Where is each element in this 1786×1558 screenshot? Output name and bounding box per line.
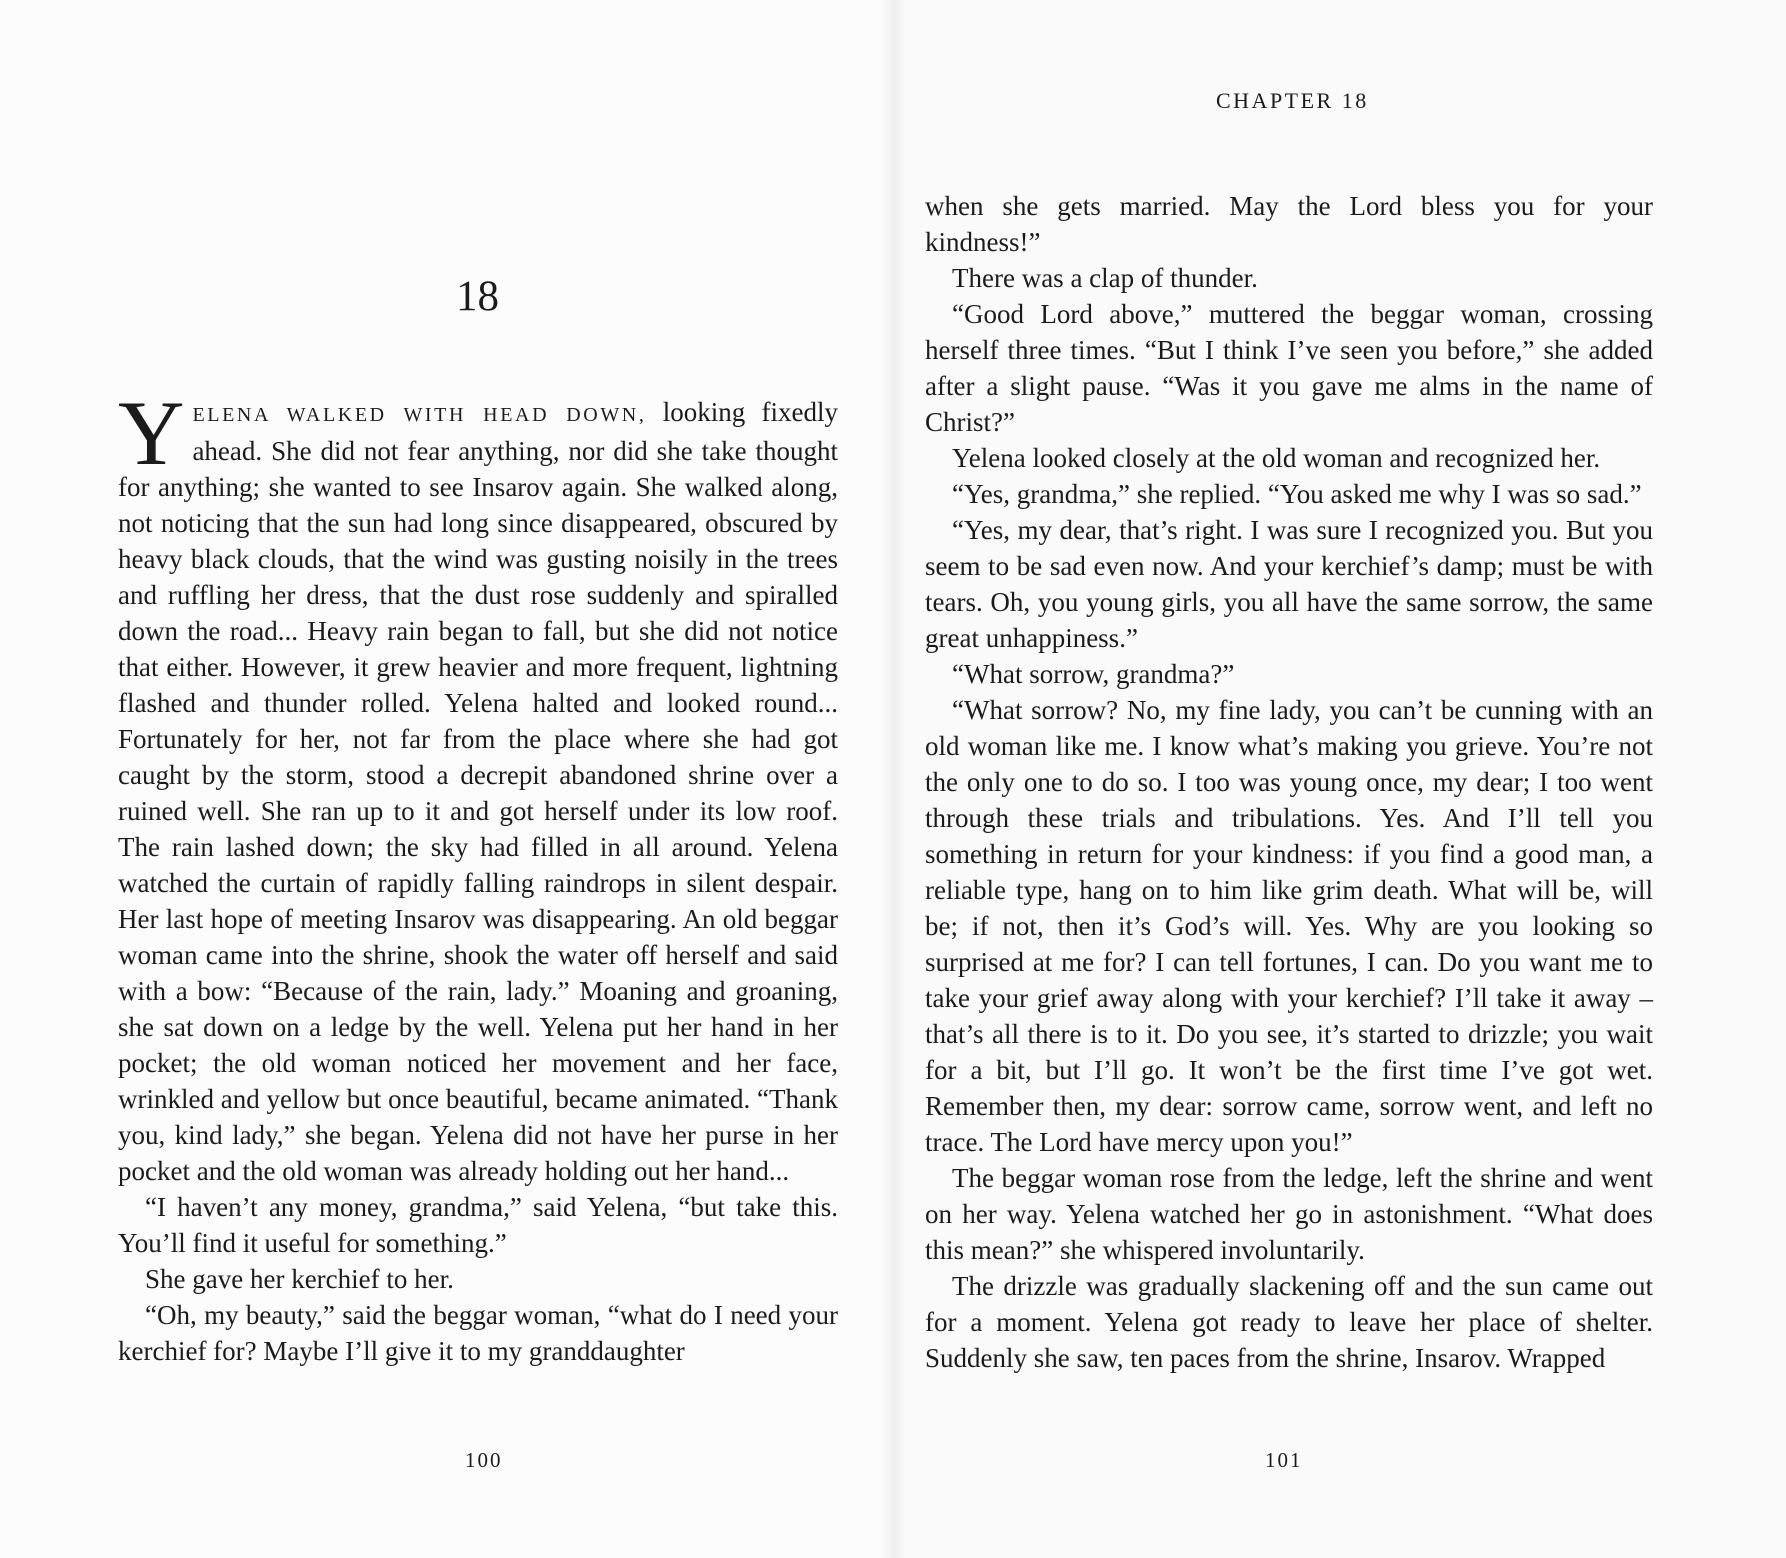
book-gutter [880,0,906,1558]
left-page-text [118,382,839,1369]
right-page [893,0,1786,1558]
paragraph: “What sorrow, grandma?” [952,659,1235,689]
opening-paragraph [118,382,839,1189]
chapter-number: 18 [456,273,499,320]
opening-text: looking fixedly ahead. She did not fear anything, nor did she take thought for anything; she wanted to see Insarov again. She walked along, not noticing that the sun had long since disappeared, obscured by heavy black clouds, that the wind was gusting noisily in the trees and ruffling her dress, that the dust rose suddenly and spiralled down the road... Heavy rain began to fall, but she did not notice that either. However, it grew heavier and more frequent, lightning flashed and thunder rolled. Yelena halted and looked round... Fortunately for her, not far from the place where she had got caught by the storm, stood a decrepit abandoned shrine over a ruined well. She ran up to it and got herself under its low roof. The rain lashed down; the sky had filled in all around. Yelena watched the curtain of rapidly falling raindrops in silent despair. Her last hope of meeting Insarov was disappearing. An old beggar woman came into the shrine, shook the water off herself and said with a bow: “Because of the rain, lady.” Moaning and groaning, she sat down on a ledge by the well. Yelena put her hand in her pocket; the old woman noticed her movement and her face, wrinkled and yellow but once beautiful, became animated. “Thank you, kind lady,” she began. Yelena did not have her purse in her pocket and the old woman was already holding out her hand... [118,397,839,1186]
paragraph: “Oh, my beauty,” said the beggar woman, “what do I need your kerchief for? Maybe I’ll give it to my granddaughter [118,1300,838,1366]
running-head: CHAPTER 18 [1216,88,1369,113]
right-page-text [925,188,1653,1376]
page-number: 101 [1265,1448,1303,1472]
opening-smallcaps: ELENA WALKED WITH HEAD DOWN, [192,404,647,426]
page-number: 100 [465,1448,503,1472]
paragraph: “Good Lord above,” muttered the beggar woman, crossing herself three times. “But I think I’ve seen you before,” she added after a slight pause. “Was it you gave me alms in the name of Christ?” [925,299,1653,437]
paragraph: “What sorrow? No, my fine lady, you can’t be cunning with an old woman like me. I know what’s making you grieve. You’re not the only one to do so. I too was young once, my dear; I too went through these trials and tribulations. Yes. And I’ll tell you something in return for your kindness: if you find a good man, a reliable type, hang on to him like grim death. What will be, will be; if not, then it’s God’s will. Yes. Why are you looking so surprised at me for? I can tell fortunes, I can. Do you want me to take your grief away along with your kerchief? I’ll take it away – that’s all there is to it. Do you see, it’s started to drizzle; you wait for a bit, but I’ll go. It won’t be the first time I’ve got wet. Remember then, my dear: sorrow came, sorrow went, and left no trace. The Lord have mercy upon you!” [925,695,1653,1157]
paragraph: The drizzle was gradually slackening off and the sun came out for a moment. Yelena got ready to leave her place of shelter. Suddenly she saw, ten paces from the shrine, Insarov. Wrapped [925,1271,1653,1373]
continuation-paragraph: when she gets married. May the Lord bless you for your kindness!” [925,191,1653,257]
paragraph: There was a clap of thunder. [952,263,1258,293]
paragraph: The beggar woman rose from the ledge, left the shrine and went on her way. Yelena watched her go in astonishment. “What does this mean?” she whispered involuntarily. [925,1163,1653,1265]
paragraph: Yelena looked closely at the old woman and recognized her. [952,443,1601,473]
paragraph: “Yes, my dear, that’s right. I was sure I recognized you. But you seem to be sad even now. And your kerchief’s damp; must be with tears. Oh, you young girls, you all have the same sorrow, the same great unhappiness.” [925,515,1653,653]
paragraph: “Yes, grandma,” she replied. “You asked me why I was so sad.” [952,479,1642,509]
paragraph: “I haven’t any money, grandma,” said Yelena, “but take this. You’ll find it useful for something.” [118,1192,838,1258]
paragraph: She gave her kerchief to her. [145,1264,454,1294]
drop-cap: Y [118,382,185,484]
